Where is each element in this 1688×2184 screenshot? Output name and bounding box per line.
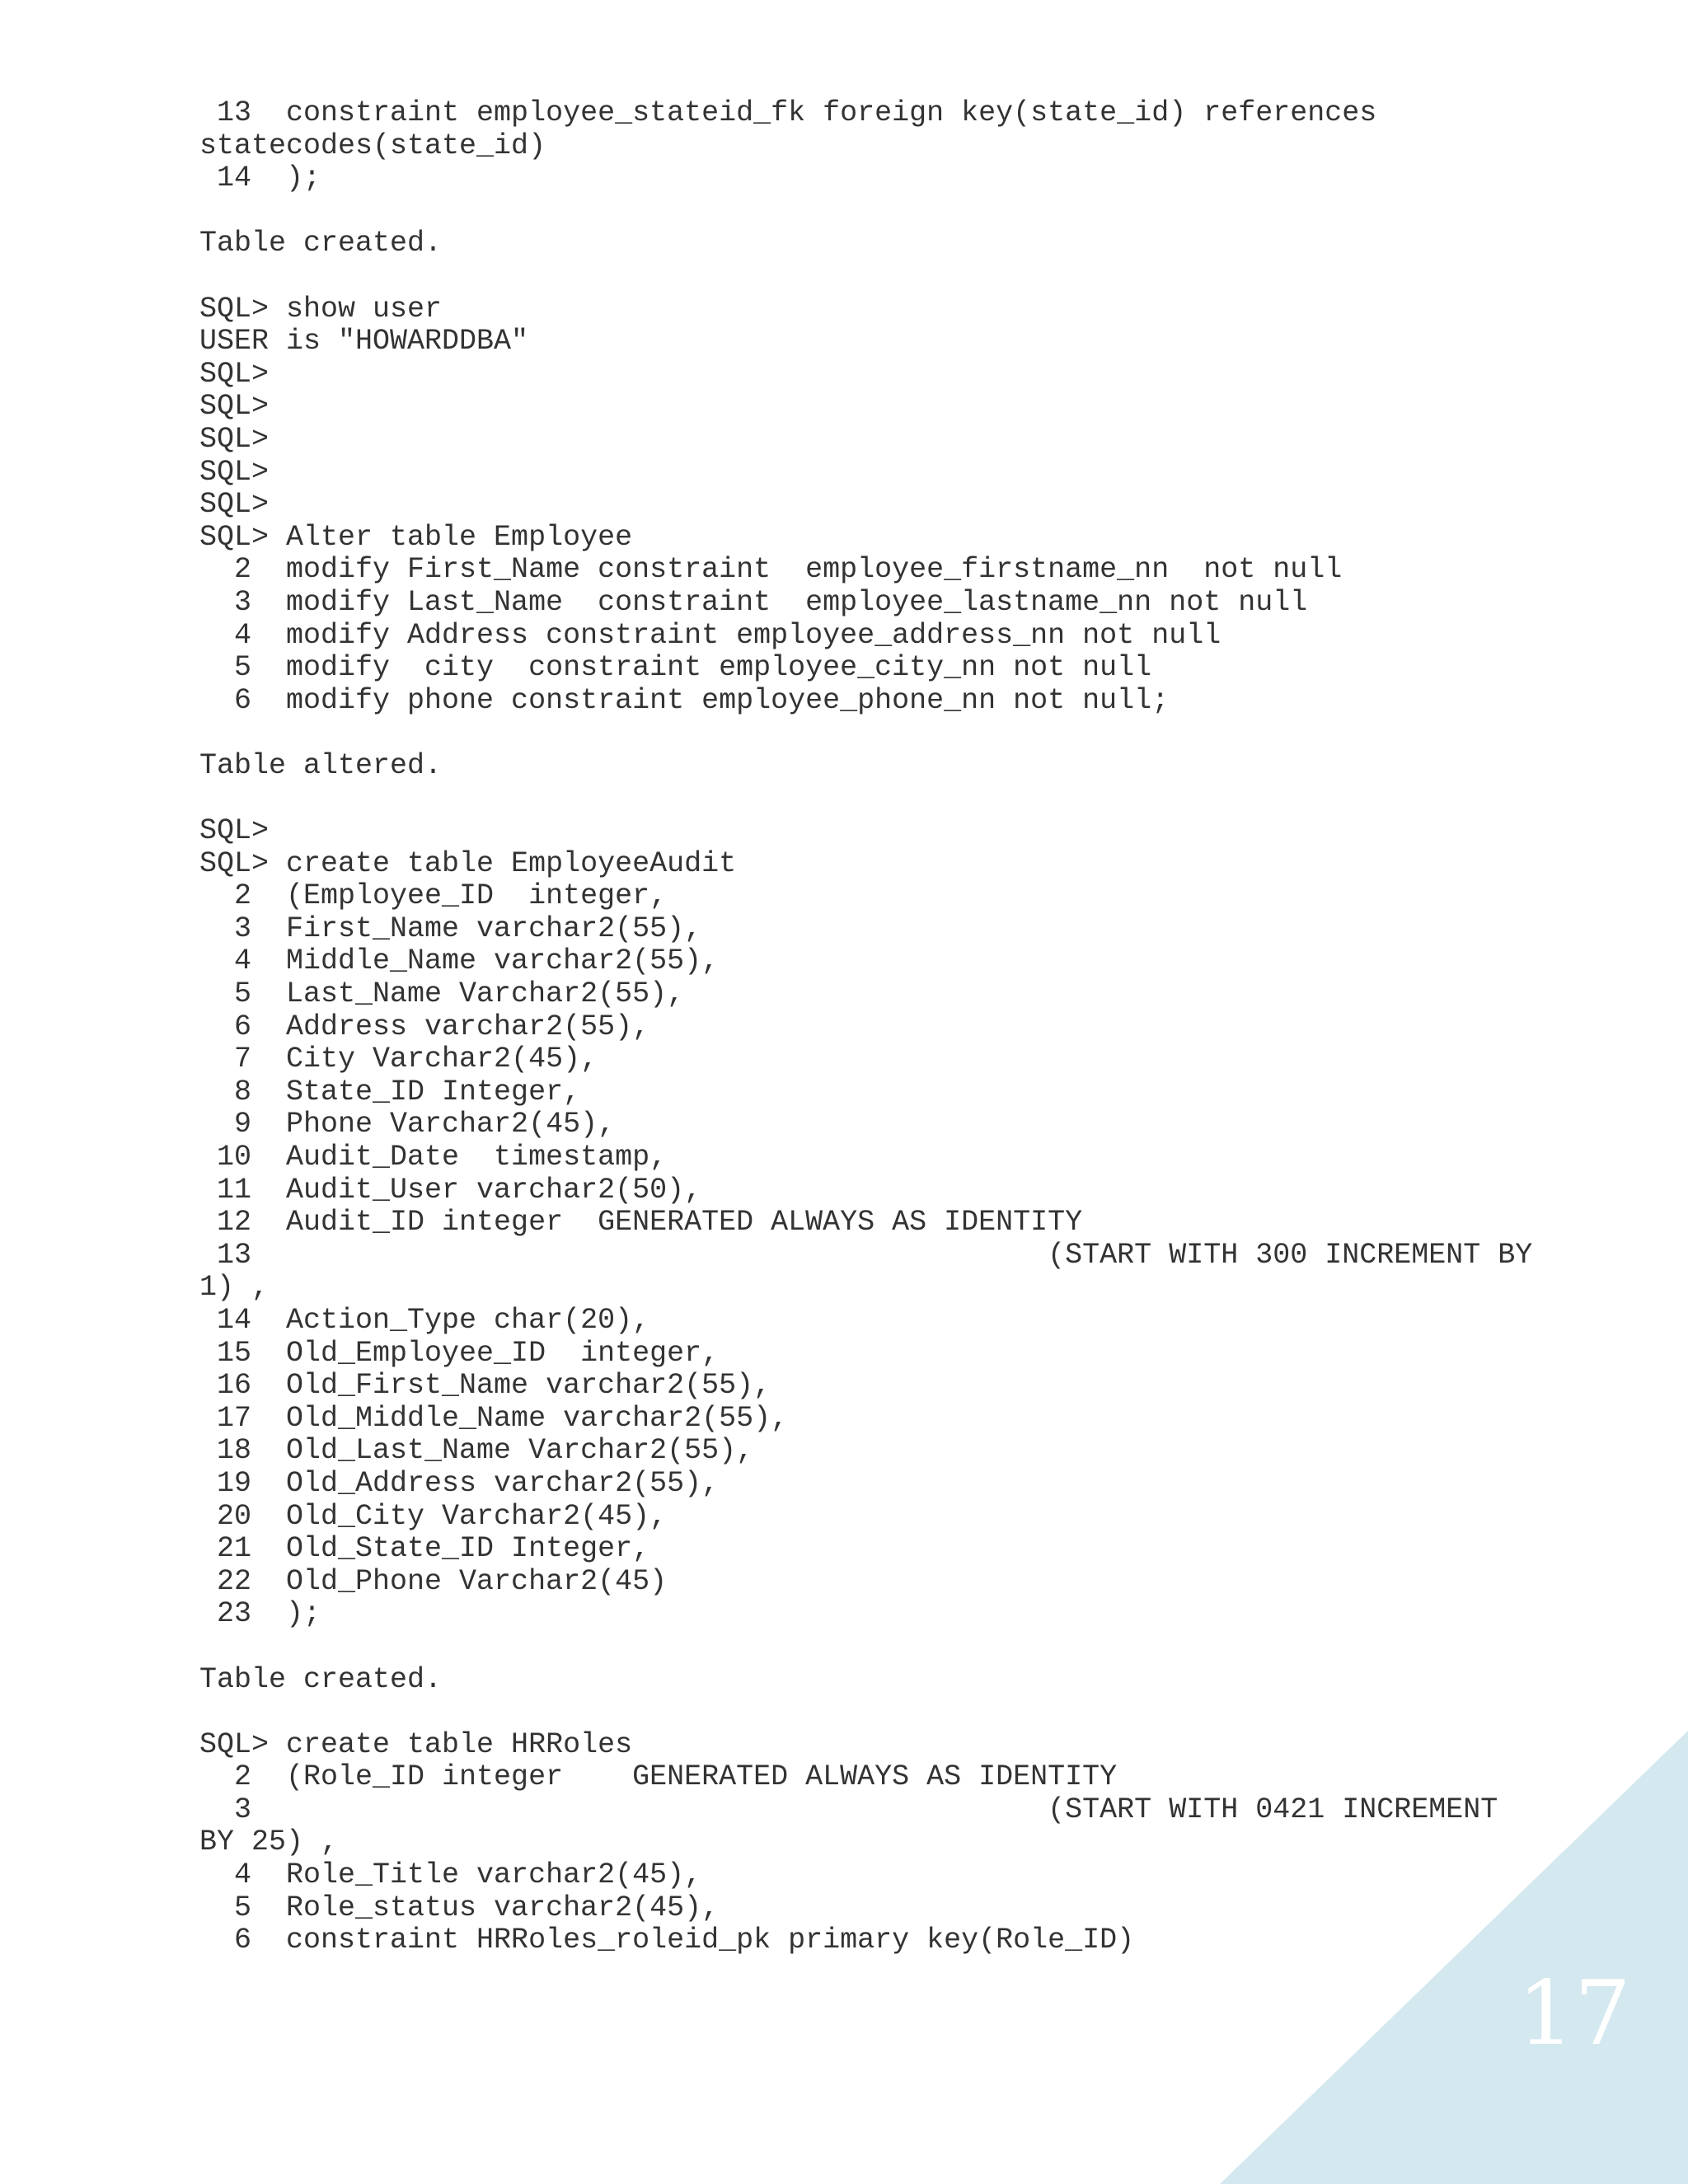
code-line: 5 Last_Name Varchar2(55), (199, 977, 685, 1011)
code-line: SQL> (199, 390, 270, 424)
code-line: 23 ); (199, 1597, 321, 1631)
code-line: Table created. (199, 227, 443, 260)
code-line: SQL> (199, 488, 270, 522)
code-line: 8 State_ID Integer, (199, 1075, 581, 1108)
code-line: 12 Audit_ID integer GENERATED ALWAYS AS IDENTITY (199, 1206, 1083, 1240)
code-line: 21 Old_State_ID Integer, (199, 1532, 650, 1566)
code-line: 3 (START WITH 0421 INCREMENT (199, 1793, 1498, 1826)
code-line (199, 1696, 1532, 1729)
code-line: USER is "HOWARDDBA" (199, 325, 529, 359)
code-line: SQL> (199, 422, 270, 456)
code-line: 1) , (199, 1271, 270, 1305)
code-line: 2 (Employee_ID integer, (199, 879, 668, 913)
code-line: 10 Audit_Date timestamp, (199, 1141, 668, 1174)
code-line (199, 717, 1532, 750)
code-line: 5 Role_status varchar2(45), (199, 1891, 720, 1924)
code-line: 7 City Varchar2(45), (199, 1043, 598, 1076)
code-line: BY 25) , (199, 1825, 339, 1859)
code-line: SQL> (199, 357, 270, 391)
code-line: 6 modify phone constraint employee_phone_nn not null; (199, 683, 1170, 717)
code-line: 2 modify First_Name constraint employee_firstname_nn not null (199, 553, 1343, 587)
code-line: SQL> Alter table Employee (199, 520, 633, 554)
code-line: SQL> create table HRRoles (199, 1727, 633, 1761)
code-line (199, 782, 1532, 815)
code-line: 22 Old_Phone Varchar2(45) (199, 1564, 668, 1598)
code-line: 18 Old_Last_Name Varchar2(55), (199, 1434, 754, 1468)
code-line: SQL> (199, 455, 270, 489)
code-line: 17 Old_Middle_Name varchar2(55), (199, 1401, 789, 1435)
code-line: SQL> show user (199, 292, 443, 326)
code-line: 4 Middle_Name varchar2(55), (199, 944, 720, 978)
code-line: 11 Audit_User varchar2(50), (199, 1173, 702, 1207)
code-line: 3 First_Name varchar2(55), (199, 912, 702, 945)
code-line: 3 modify Last_Name constraint employee_lastname_nn not null (199, 585, 1308, 619)
code-line: 16 Old_First_Name varchar2(55), (199, 1369, 771, 1403)
code-line: 4 modify Address constraint employee_address_nn not null (199, 618, 1221, 652)
code-line (199, 1631, 1532, 1664)
code-line: Table altered. (199, 748, 443, 782)
code-line: 6 constraint HRRoles_roleid_pk primary key(Role_ID) (199, 1924, 1135, 1957)
code-line: SQL> (199, 814, 270, 848)
code-line (199, 195, 1532, 228)
code-line: 20 Old_City Varchar2(45), (199, 1499, 668, 1533)
code-line: 13 constraint employee_stateid_fk foreign key(state_id) references (199, 96, 1377, 129)
code-line: 5 modify city constraint employee_city_nn not null (199, 651, 1152, 685)
sql-console-transcript (199, 97, 1532, 1957)
code-line: 9 Phone Varchar2(45), (199, 1108, 616, 1141)
code-line: 19 Old_Address varchar2(55), (199, 1466, 720, 1500)
code-line: Table created. (199, 1662, 443, 1696)
code-line: 6 Address varchar2(55), (199, 1010, 650, 1043)
code-line: 15 Old_Employee_ID integer, (199, 1336, 720, 1370)
code-line: 4 Role_Title varchar2(45), (199, 1858, 702, 1892)
code-line: 14 ); (199, 162, 321, 195)
code-line (199, 260, 1532, 293)
page-number: 17 (1517, 1962, 1631, 2065)
code-line: 14 Action_Type char(20), (199, 1303, 650, 1337)
code-line: statecodes(state_id) (199, 129, 546, 162)
code-line: SQL> create table EmployeeAudit (199, 846, 737, 880)
code-line: 13 (START WITH 300 INCREMENT BY (199, 1238, 1533, 1272)
code-line: 2 (Role_ID integer GENERATED ALWAYS AS IDENTITY (199, 1760, 1118, 1794)
